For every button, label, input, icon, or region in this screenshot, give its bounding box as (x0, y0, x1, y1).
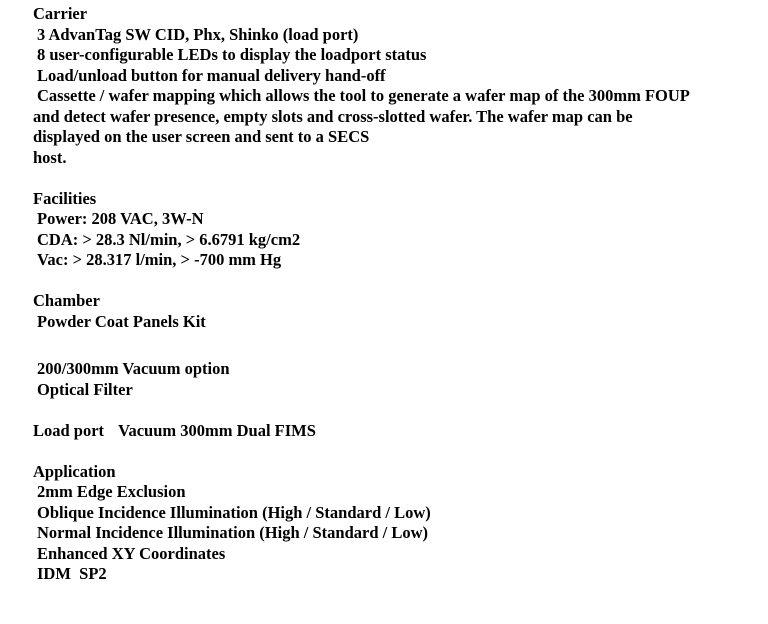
facilities-section (33, 189, 763, 271)
mapping-line: displayed on the user screen and sent to a SECS (33, 127, 370, 146)
carrier-mapping-paragraph (33, 86, 763, 168)
application-item: IDM SP2 (37, 564, 107, 583)
application-item: Enhanced XY Coordinates (37, 543, 226, 563)
carrier-item: 8 user-configurable LEDs to display the loadport status (37, 45, 427, 64)
spacer (33, 441, 763, 462)
carrier-section (33, 4, 763, 168)
mapping-line: and detect wafer presence, empty slots and cross-slotted wafer. The wafer map can be (33, 106, 633, 126)
chamber-option: Optical Filter (37, 379, 133, 399)
mapping-line: host. (33, 147, 67, 167)
load-port-label: Load port (33, 420, 105, 440)
load-port-row (33, 421, 763, 442)
spacer (33, 332, 763, 359)
mapping-line: Cassette / wafer mapping which allows the tool to generate a wafer map of the 300mm FOUP (37, 86, 690, 105)
facilities-heading: Facilities (33, 188, 97, 208)
carrier-item: 3 AdvanTag SW CID, Phx, Shinko (load port) (37, 24, 359, 44)
chamber-heading: Chamber (33, 291, 100, 310)
chamber-section (33, 291, 763, 400)
application-heading: Application (33, 461, 116, 481)
application-item: 2mm Edge Exclusion (37, 482, 186, 501)
application-item: Oblique Incidence Illumination (High / Standard / Low) (37, 502, 431, 522)
facilities-item: CDA: > 28.3 Nl/min, > 6.6791 kg/cm2 (37, 229, 301, 249)
spacer (33, 168, 763, 189)
facilities-item: Power: 208 VAC, 3W-N (37, 209, 204, 228)
application-section (33, 462, 763, 585)
application-item: Normal Incidence Illumination (High / Standard / Low) (37, 523, 428, 542)
spec-document (33, 4, 763, 585)
chamber-item: Powder Coat Panels Kit (37, 311, 206, 331)
carrier-item: Load/unload button for manual delivery hand-off (37, 65, 386, 85)
carrier-heading: Carrier (33, 4, 88, 23)
load-port-section (33, 421, 763, 442)
facilities-item: Vac: > 28.317 l/min, > -700 mm Hg (37, 250, 282, 269)
chamber-option: 200/300mm Vacuum option (37, 359, 230, 378)
load-port-value: Vacuum 300mm Dual FIMS (118, 420, 316, 440)
spacer (33, 400, 763, 421)
spacer (33, 271, 763, 292)
